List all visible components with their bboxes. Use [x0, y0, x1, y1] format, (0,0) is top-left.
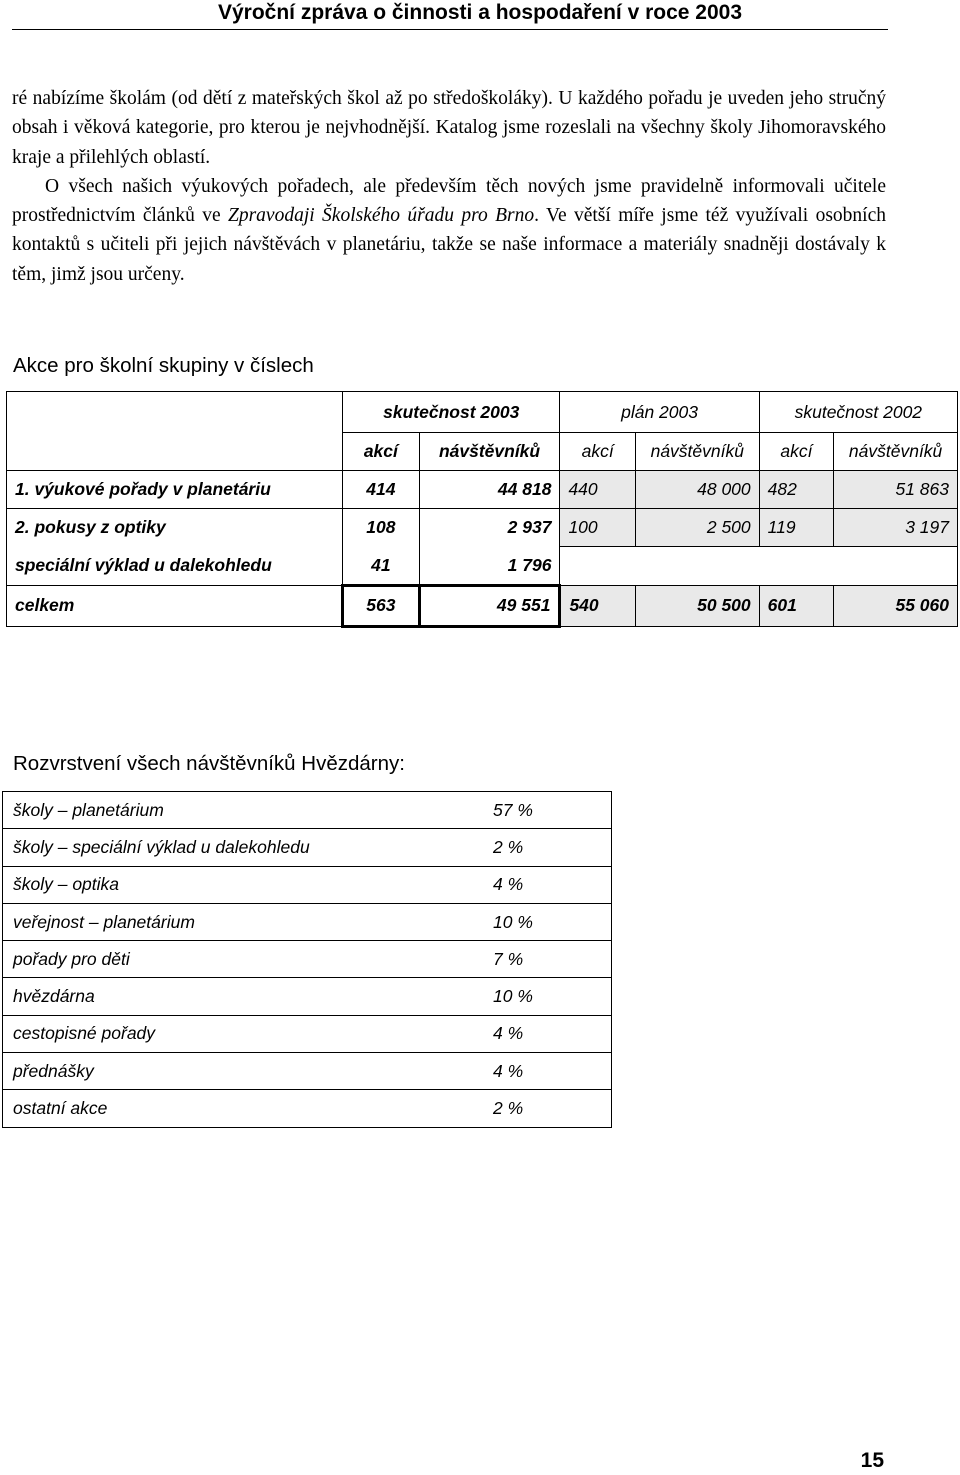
subheader-visitors: návštěvníků	[635, 433, 759, 471]
group-header-actual-2002: skutečnost 2002	[759, 392, 957, 433]
cell-value: 48 000	[635, 471, 759, 509]
subheader-events: akcí	[759, 433, 834, 471]
paragraph-2-start: O všech našich výukových pořadech, ale především těch nových jsme pravidelně informovali učitele prostřednictvím článků ve	[12, 175, 886, 227]
cell-value: 440	[560, 471, 635, 509]
category-cell: cestopisné pořady	[3, 1015, 414, 1052]
cell-value: 414	[343, 471, 420, 509]
percent-cell: 57 %	[413, 792, 612, 829]
percent-cell: 2 %	[413, 829, 612, 866]
table-row	[3, 1090, 612, 1127]
percent-cell: 10 %	[413, 903, 612, 940]
paragraph-1: ré nabízíme školám (od dětí z mateřských škol až po středoškoláky). U každého pořadu je uveden jeho stručný obsah i věková kategorie, pro kterou je nejvhodnější. Katalog jsme rozeslali na všechny školy Jihomoravského kraje a přilehlých oblastí.	[12, 88, 886, 168]
cell-value: 1 796	[419, 547, 560, 586]
table-row	[3, 866, 612, 903]
percent-cell: 10 %	[413, 978, 612, 1015]
cell-value: 108	[343, 509, 420, 547]
empty-header-cell	[7, 392, 343, 471]
cell-value: 100	[560, 509, 635, 547]
subheader-visitors: návštěvníků	[419, 433, 560, 471]
percent-cell: 7 %	[413, 941, 612, 978]
category-cell: školy – optika	[3, 866, 414, 903]
cell-value: 51 863	[834, 471, 958, 509]
row-label: 2. pokusy z optiky	[7, 509, 343, 547]
total-value: 601	[759, 585, 834, 626]
table-header-row	[7, 392, 958, 433]
category-cell: přednášky	[3, 1053, 414, 1090]
body-text	[12, 84, 886, 289]
group-header-plan-2003: plán 2003	[560, 392, 759, 433]
percent-cell: 4 %	[413, 866, 612, 903]
category-cell: veřejnost – planetárium	[3, 903, 414, 940]
percent-cell: 4 %	[413, 1053, 612, 1090]
visitor-breakdown-heading: Rozvrstvení všech návštěvníků Hvězdárny:	[13, 752, 405, 775]
category-cell: ostatní akce	[3, 1090, 414, 1127]
table-row	[3, 978, 612, 1015]
paragraph-2-end: . Ve větší míře jsme též využívali osobních kontaktů s učiteli při jejich návštěvách v planetáriu, takže se naše informace a materiály snadněji dostávaly k těm, jimž jsou určeny.	[12, 205, 886, 285]
table-row	[7, 547, 958, 586]
group-header-actual-2003: skutečnost 2003	[343, 392, 560, 433]
cell-value: 119	[759, 509, 834, 547]
category-cell: školy – planetárium	[3, 792, 414, 829]
table-row	[3, 1053, 612, 1090]
running-header: Výroční zpráva o činnosti a hospodaření v roce 2003	[217, 1, 742, 24]
total-value: 55 060	[834, 585, 958, 626]
total-value: 50 500	[635, 585, 759, 626]
cell-value: 44 818	[419, 471, 560, 509]
table-row	[7, 471, 958, 509]
empty-cell	[560, 547, 958, 586]
table-row	[3, 829, 612, 866]
category-cell: hvězdárna	[3, 978, 414, 1015]
publication-title: Zpravodaji Školského úřadu pro Brno	[228, 205, 535, 227]
subheader-events: akcí	[343, 433, 420, 471]
total-row	[7, 585, 958, 626]
cell-value: 3 197	[834, 509, 958, 547]
subheader-events: akcí	[560, 433, 635, 471]
cell-value: 482	[759, 471, 834, 509]
cell-value: 2 937	[419, 509, 560, 547]
subheader-visitors: návštěvníků	[834, 433, 958, 471]
table-row	[3, 1015, 612, 1052]
school-groups-heading: Akce pro školní skupiny v číslech	[13, 354, 314, 377]
cell-value: 2 500	[635, 509, 759, 547]
row-label: speciální výklad u dalekohledu	[7, 547, 343, 586]
percent-cell: 4 %	[413, 1015, 612, 1052]
category-cell: pořady pro děti	[3, 941, 414, 978]
school-groups-table	[6, 391, 958, 628]
page-number: 15	[860, 1449, 884, 1472]
row-label: 1. výukové pořady v planetáriu	[7, 471, 343, 509]
paragraph-2	[12, 172, 886, 289]
total-value: 49 551	[419, 585, 560, 626]
percent-cell: 2 %	[413, 1090, 612, 1127]
category-cell: školy – speciální výklad u dalekohledu	[3, 829, 414, 866]
table-row	[3, 903, 612, 940]
table-row	[3, 792, 612, 829]
cell-value: 41	[343, 547, 420, 586]
total-value: 563	[343, 585, 420, 626]
table-row	[7, 509, 958, 547]
total-value: 540	[560, 585, 635, 626]
header-rule	[12, 29, 888, 30]
table-row	[3, 941, 612, 978]
visitor-breakdown-table	[2, 791, 612, 1128]
total-label: celkem	[7, 585, 343, 626]
